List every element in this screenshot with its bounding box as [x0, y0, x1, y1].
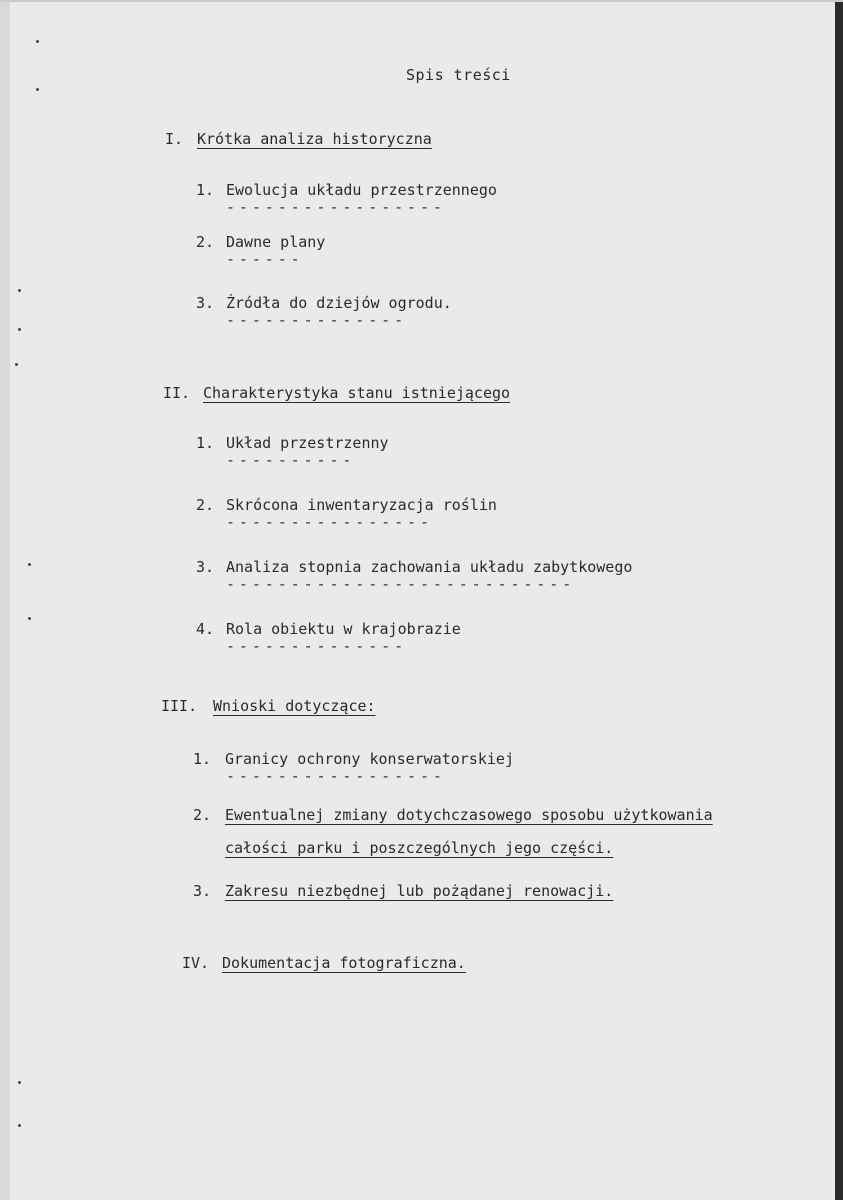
list-item	[196, 181, 497, 199]
dashed-underline: ------	[226, 250, 304, 268]
left-margin-mark	[18, 328, 21, 331]
item-label: Rola obiektu w krajobrazie	[226, 620, 461, 638]
list-item	[196, 233, 325, 251]
dashed-underline: -----------------	[226, 767, 446, 785]
item-number: 2.	[196, 233, 215, 251]
list-item	[193, 882, 613, 900]
dashed-underline: --------------	[226, 637, 408, 655]
section-heading	[163, 384, 510, 402]
list-item	[196, 620, 461, 638]
item-label: Skrócona inwentaryzacja roślin	[226, 496, 497, 514]
item-label-line2: całości parku i poszczególnych jego części.	[225, 839, 614, 857]
page-title: Spis treści	[406, 66, 511, 84]
item-label: Granicy ochrony konserwatorskiej	[225, 750, 514, 768]
item-number: 3.	[196, 294, 215, 312]
left-margin-mark	[18, 1081, 21, 1084]
dashed-underline: --------------	[226, 311, 408, 329]
list-item	[196, 294, 452, 312]
section-number: III.	[161, 697, 198, 715]
item-label: Ewolucja układu przestrzennego	[226, 181, 497, 199]
item-number: 2.	[193, 806, 212, 824]
list-item	[196, 558, 632, 576]
dashed-underline: ----------	[226, 451, 356, 469]
item-number: 3.	[193, 882, 212, 900]
section-label: Dokumentacja fotograficzna.	[222, 954, 466, 972]
item-number: 4.	[196, 620, 215, 638]
section-heading	[182, 954, 466, 972]
left-margin-mark	[18, 1124, 21, 1127]
section-label: Wnioski dotyczące:	[213, 697, 376, 715]
list-item	[196, 496, 497, 514]
item-label: Ewentualnej zmiany dotychczasowego sposobu użytkowania	[225, 806, 713, 824]
right-dark-edge	[835, 0, 843, 1200]
dashed-underline: ---------------------------	[226, 575, 576, 593]
left-margin-mark	[28, 563, 31, 566]
left-margin-mark	[36, 40, 39, 43]
section-label: Krótka analiza historyczna	[197, 130, 432, 148]
section-number: I.	[165, 130, 184, 148]
item-number: 1.	[196, 434, 215, 452]
left-paper-edge	[0, 0, 10, 1200]
left-margin-mark	[28, 617, 31, 620]
section-number: IV.	[182, 954, 210, 972]
section-heading	[161, 697, 376, 715]
section-label: Charakterystyka stanu istniejącego	[203, 384, 511, 402]
item-label: Dawne plany	[226, 233, 326, 251]
item-number: 1.	[193, 750, 212, 768]
list-item-continuation	[225, 839, 613, 857]
list-item	[196, 434, 389, 452]
item-number: 2.	[196, 496, 215, 514]
list-item	[193, 806, 713, 824]
item-number: 1.	[196, 181, 215, 199]
item-label: Analiza stopnia zachowania układu zabytkowego	[226, 558, 633, 576]
item-label: Źródła do dziejów ogrodu.	[226, 294, 452, 312]
top-paper-edge	[0, 0, 843, 2]
item-label: Układ przestrzenny	[226, 434, 389, 452]
dashed-underline: -----------------	[226, 198, 446, 216]
left-margin-mark	[18, 289, 21, 292]
list-item	[193, 750, 514, 768]
section-number: II.	[163, 384, 191, 402]
dashed-underline: ----------------	[226, 513, 433, 531]
section-heading	[165, 130, 432, 148]
item-label: Zakresu niezbędnej lub pożądanej renowacji.	[225, 882, 614, 900]
left-margin-mark	[36, 88, 39, 91]
item-number: 3.	[196, 558, 215, 576]
left-margin-mark	[15, 363, 18, 366]
